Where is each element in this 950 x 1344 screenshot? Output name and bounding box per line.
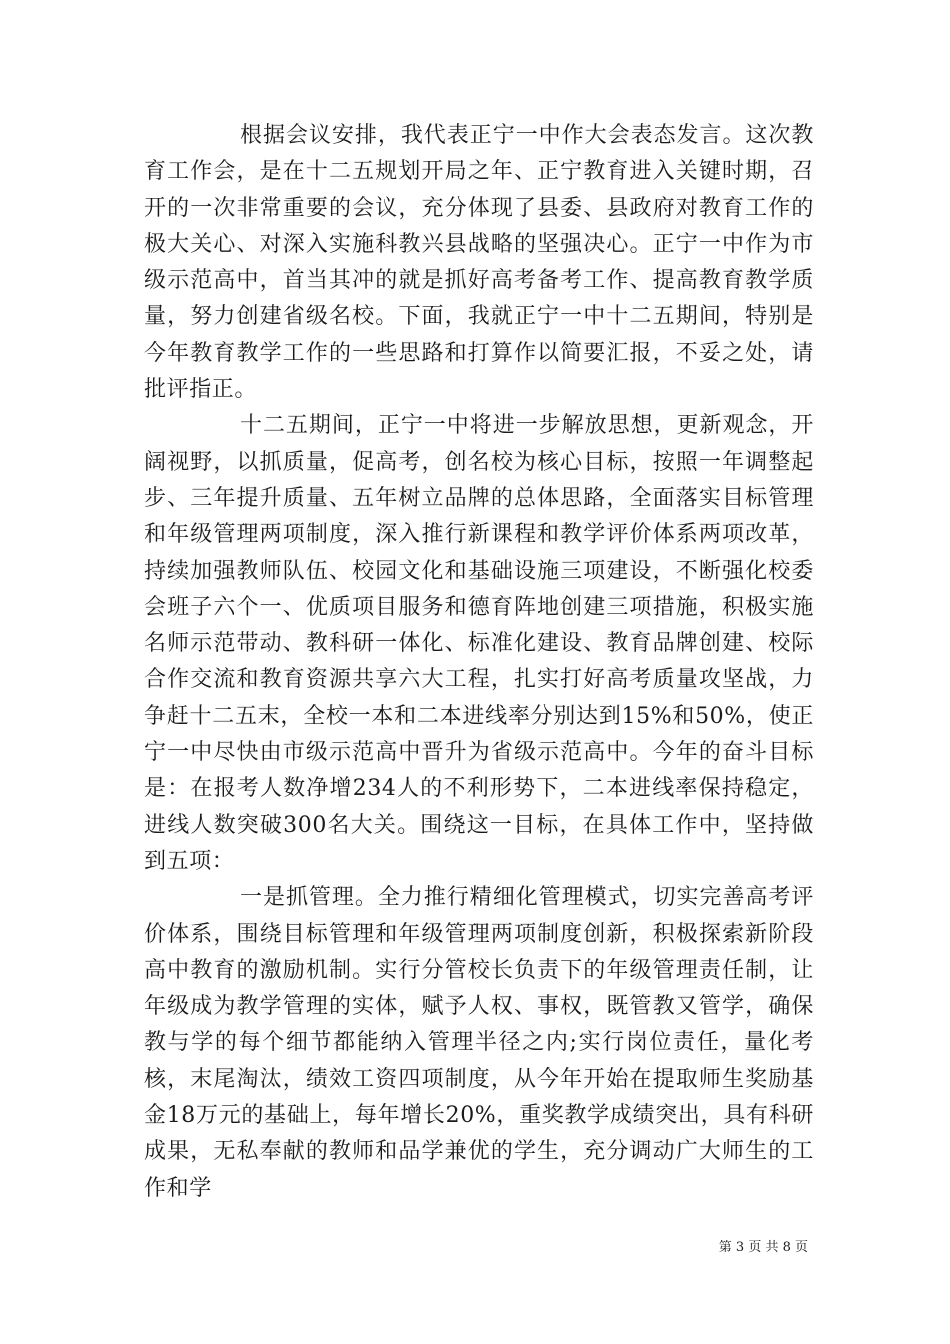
document-body: [144, 118, 814, 1207]
paragraph-meeting-statement: 根据会议安排，我代表正宁一中作大会表态发言。这次教育工作会，是在十二五规划开局之年、正宁教育进入关键时期，召开的一次非常重要的会议，充分体现了县委、县政府对教育工作的极大关心、对深入实施科教兴县战略的坚强决心。正宁一中作为市级示范高中，首当其冲的就是抓好高考备考工作、提高教育教学质量，努力创建省级名校。下面，我就正宁一中十二五期间，特别是今年教育教学工作的一些思路和打算作以简要汇报，不妥之处，请批评指正。: [144, 123, 814, 403]
page-number-footer: 第 3 页 共 8 页: [718, 1240, 808, 1255]
paragraph-five-year-plan: 十二五期间，正宁一中将进一步解放思想，更新观念，开阔视野，以抓质量，促高考，创名校为核心目标，按照一年调整起步、三年提升质量、五年树立品牌的总体思路，全面落实目标管理和年级管理两项制度，深入推行新课程和教学评价体系两项改革，持续加强教师队伍、校园文化和基础设施三项建设，不断强化校委会班子六个一、优质项目服务和德育阵地创建三项措施，积极实施名师示范带动、教科研一体化、标准化建设、教育品牌创建、校际合作交流和教育资源共享六大工程，扎实打好高考质量攻坚战，力争赶十二五末，全校一本和二本进线率分别达到15%和50%，使正宁一中尽快由市级示范高中晋升为省级示范高中。今年的奋斗目标是：在报考人数净增234人的不利形势下，二本进线率保持稳定，进线人数突破300名大关。围绕这一目标，在具体工作中，坚持做到五项：: [144, 413, 814, 874]
paragraph-management: 一是抓管理。全力推行精细化管理模式，切实完善高考评价体系，围绕目标管理和年级管理两项制度创新，积极探索新阶段高中教育的激励机制。实行分管校长负责下的年级管理责任制，让年级成为教学管理的实体，赋予人权、事权，既管教又管学，确保教与学的每个细节都能纳入管理半径之内;实行岗位责任，量化考核，末尾淘汰，绩效工资四项制度，从今年开始在提取师生奖励基金18万元的基础上，每年增长20%，重奖教学成绩突出，具有科研成果，无私奉献的教师和品学兼优的学生，充分调动广大师生的工作和学: [144, 885, 814, 1201]
